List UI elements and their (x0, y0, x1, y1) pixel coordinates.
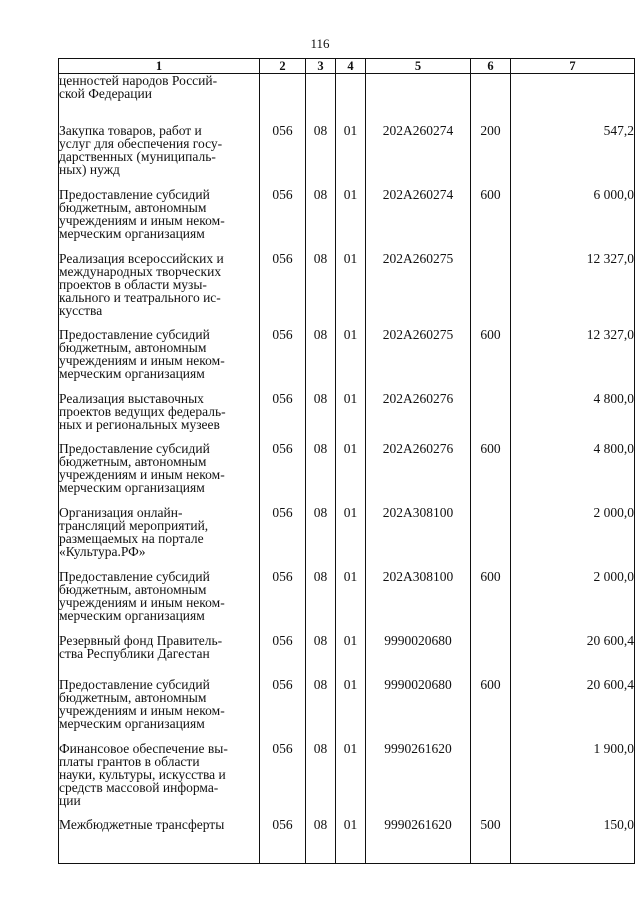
row-col-4: 01 (336, 392, 366, 442)
row-col-3: 08 (306, 570, 336, 634)
row-col-7: 12 327,0 (511, 252, 635, 328)
row-col-3: 08 (306, 818, 336, 864)
row-name: Межбюджетные трансферты (59, 818, 260, 864)
table-row (59, 188, 635, 252)
row-col-5: 202A260275 (366, 252, 471, 328)
page-number: 116 (310, 36, 330, 51)
row-col-2: 056 (260, 678, 306, 742)
row-col-2: 056 (260, 442, 306, 506)
row-col-7: 2 000,0 (511, 506, 635, 570)
row-name: Предоставление субсидий бюджетным, автономным учреждениям и иным неком- мерческим организациям (59, 188, 260, 252)
table-row (59, 392, 635, 442)
table-row (59, 678, 635, 742)
row-col-7: 1 900,0 (511, 742, 635, 818)
row-col-7: 6 000,0 (511, 188, 635, 252)
table-row (59, 818, 635, 864)
row-name: ценностей народов Россий- ской Федерации (59, 74, 260, 124)
row-col-5: 9990261620 (366, 818, 471, 864)
row-name: Предоставление субсидий бюджетным, автономным учреждениям и иным неком- мерческим организациям (59, 678, 260, 742)
row-col-4: 01 (336, 634, 366, 678)
row-col-4: 01 (336, 124, 366, 188)
row-name: Закупка товаров, работ и услуг для обеспечения госу- дарственных (муниципаль- ных) нужд (59, 124, 260, 188)
row-col-3: 08 (306, 124, 336, 188)
column-header-3: 3 (306, 59, 336, 74)
column-header-4: 4 (336, 59, 366, 74)
row-col-4: 01 (336, 818, 366, 864)
column-header-1: 1 (59, 59, 260, 74)
row-col-6 (471, 634, 511, 678)
row-col-5: 202A260275 (366, 328, 471, 392)
row-col-5: 202A308100 (366, 570, 471, 634)
row-col-3: 08 (306, 506, 336, 570)
row-col-2: 056 (260, 634, 306, 678)
row-name: Резервный фонд Правитель- ства Республики Дагестан (59, 634, 260, 678)
row-col-4: 01 (336, 506, 366, 570)
row-col-2: 056 (260, 506, 306, 570)
row-col-5: 9990020680 (366, 678, 471, 742)
row-col-2: 056 (260, 818, 306, 864)
row-col-5: 202A260276 (366, 392, 471, 442)
row-col-6 (471, 252, 511, 328)
row-name: Предоставление субсидий бюджетным, автономным учреждениям и иным неком- мерческим организациям (59, 442, 260, 506)
table-header-row (59, 59, 635, 74)
row-col-6: 200 (471, 124, 511, 188)
row-col-4: 01 (336, 252, 366, 328)
row-col-3: 08 (306, 742, 336, 818)
table-row (59, 634, 635, 678)
row-col-2: 056 (260, 392, 306, 442)
row-col-3: 08 (306, 392, 336, 442)
row-col-3: 08 (306, 442, 336, 506)
row-col-4: 01 (336, 742, 366, 818)
row-name: Финансовое обеспечение вы- платы грантов в области науки, культуры, искусства и средств массовой информа- ции (59, 742, 260, 818)
table-row (59, 252, 635, 328)
row-col-7: 4 800,0 (511, 392, 635, 442)
row-col-7: 2 000,0 (511, 570, 635, 634)
row-col-2: 056 (260, 570, 306, 634)
row-name: Предоставление субсидий бюджетным, автономным учреждениям и иным неком- мерческим организациям (59, 570, 260, 634)
row-col-4: 01 (336, 442, 366, 506)
row-name: Предоставление субсидий бюджетным, автономным учреждениям и иным неком- мерческим организациям (59, 328, 260, 392)
table-row (59, 124, 635, 188)
row-col-5: 202A260276 (366, 442, 471, 506)
row-col-6 (471, 74, 511, 124)
row-col-5: 9990261620 (366, 742, 471, 818)
table-row (59, 328, 635, 392)
row-col-6: 600 (471, 442, 511, 506)
row-col-4 (336, 74, 366, 124)
row-col-6: 600 (471, 570, 511, 634)
row-col-5: 9990020680 (366, 634, 471, 678)
row-name: Реализация выставочных проектов ведущих федераль- ных и региональных музеев (59, 392, 260, 442)
column-header-6: 6 (471, 59, 511, 74)
row-col-7: 150,0 (511, 818, 635, 864)
row-col-6 (471, 506, 511, 570)
row-col-6 (471, 742, 511, 818)
row-col-3: 08 (306, 678, 336, 742)
column-header-5: 5 (366, 59, 471, 74)
row-col-7: 4 800,0 (511, 442, 635, 506)
row-col-5 (366, 74, 471, 124)
table-row (59, 442, 635, 506)
column-header-7: 7 (511, 59, 635, 74)
table-row (59, 506, 635, 570)
row-col-6: 600 (471, 188, 511, 252)
row-col-4: 01 (336, 570, 366, 634)
row-col-7: 20 600,4 (511, 634, 635, 678)
row-col-2: 056 (260, 124, 306, 188)
row-col-2 (260, 74, 306, 124)
row-name: Реализация всероссийских и международных творческих проектов в области музы- кального и театрального ис- кусства (59, 252, 260, 328)
column-header-2: 2 (260, 59, 306, 74)
row-col-6: 500 (471, 818, 511, 864)
row-col-4: 01 (336, 678, 366, 742)
row-col-5: 202A260274 (366, 124, 471, 188)
row-name: Организация онлайн- трансляций мероприятий, размещаемых на портале «Культура.РФ» (59, 506, 260, 570)
row-col-3: 08 (306, 634, 336, 678)
row-col-5: 202A260274 (366, 188, 471, 252)
row-col-7: 12 327,0 (511, 328, 635, 392)
row-col-6: 600 (471, 328, 511, 392)
row-col-4: 01 (336, 328, 366, 392)
row-col-4: 01 (336, 188, 366, 252)
row-col-7: 547,2 (511, 124, 635, 188)
budget-table (58, 58, 635, 864)
row-col-3: 08 (306, 328, 336, 392)
row-col-3 (306, 74, 336, 124)
row-col-3: 08 (306, 252, 336, 328)
table-row (59, 742, 635, 818)
row-col-7: 20 600,4 (511, 678, 635, 742)
row-col-2: 056 (260, 188, 306, 252)
row-col-3: 08 (306, 188, 336, 252)
row-col-7 (511, 74, 635, 124)
row-col-6 (471, 392, 511, 442)
row-col-2: 056 (260, 328, 306, 392)
row-col-2: 056 (260, 742, 306, 818)
table-row (59, 570, 635, 634)
table-row (59, 74, 635, 124)
row-col-5: 202A308100 (366, 506, 471, 570)
row-col-6: 600 (471, 678, 511, 742)
row-col-2: 056 (260, 252, 306, 328)
